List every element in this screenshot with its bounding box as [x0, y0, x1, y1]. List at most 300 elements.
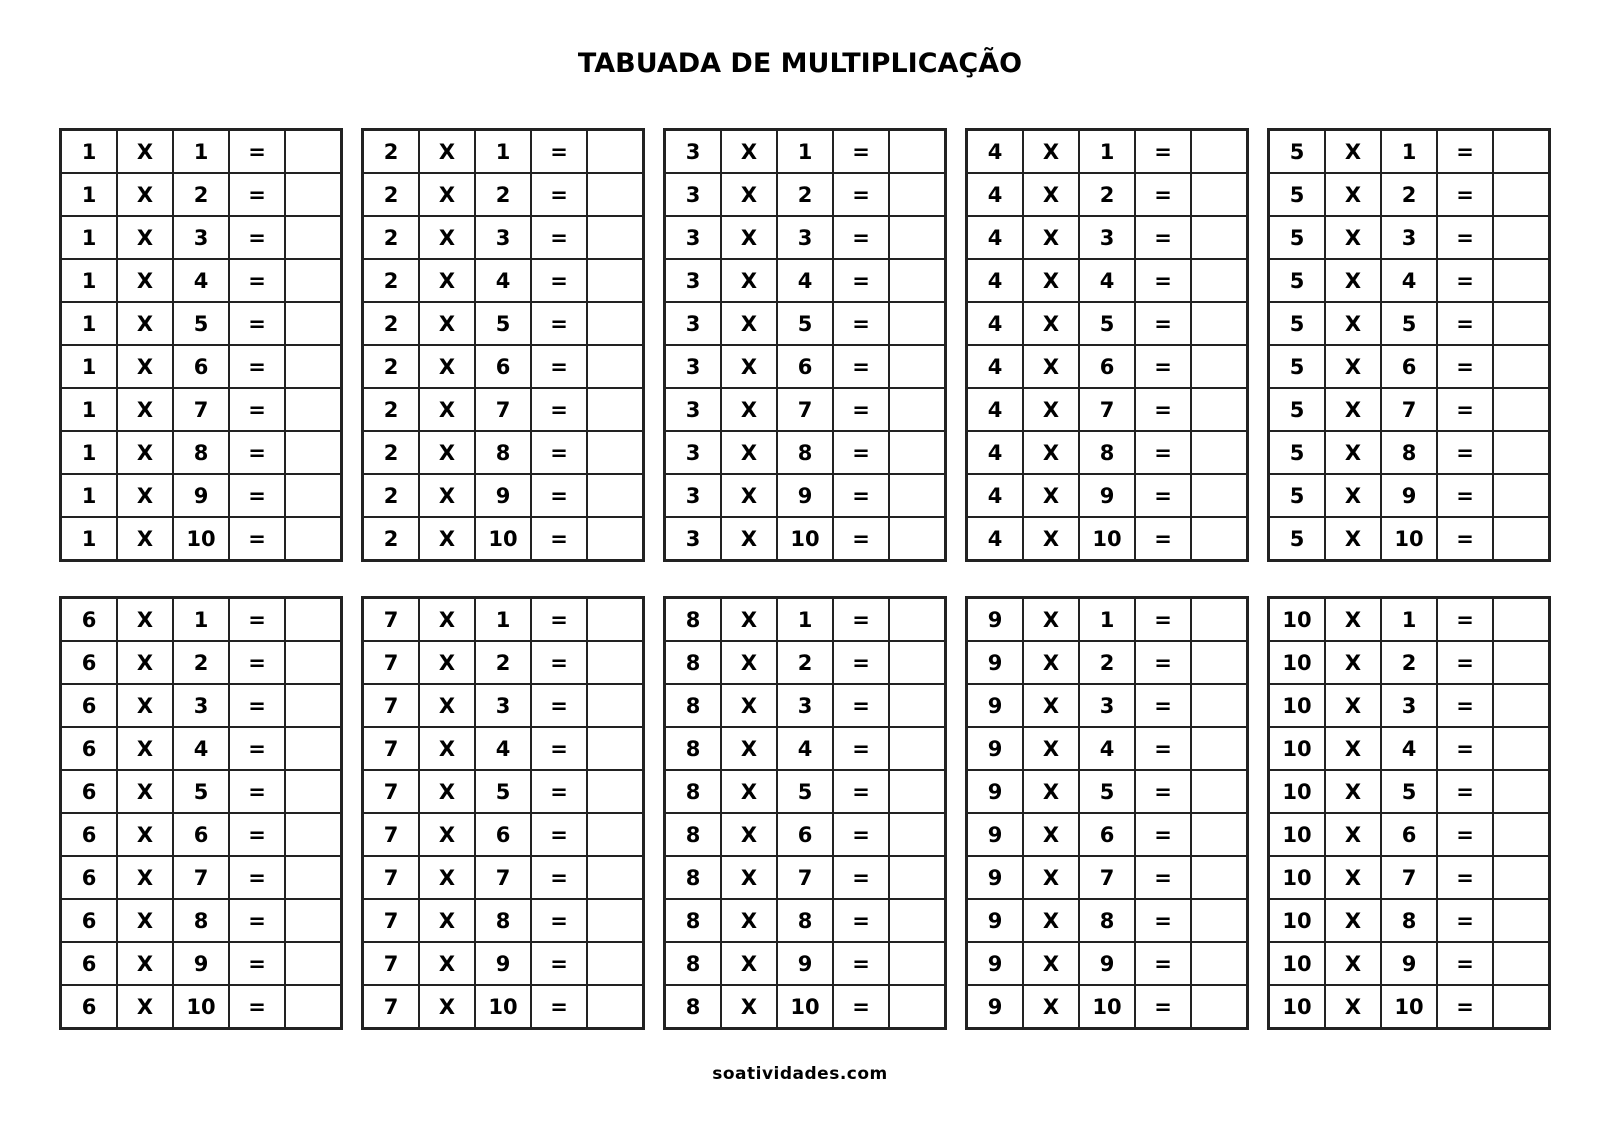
- operator-cell: X: [1325, 474, 1381, 517]
- answer-cell[interactable]: [889, 216, 946, 259]
- answer-cell[interactable]: [587, 345, 644, 388]
- answer-cell[interactable]: [587, 899, 644, 942]
- answer-cell[interactable]: [1191, 431, 1248, 474]
- answer-cell[interactable]: [587, 598, 644, 642]
- answer-cell[interactable]: [285, 899, 342, 942]
- multiplier-cell: 7: [777, 856, 833, 899]
- operator-cell: X: [1325, 259, 1381, 302]
- answer-cell[interactable]: [889, 302, 946, 345]
- table-row: [665, 985, 946, 1029]
- table-row: [1269, 770, 1550, 813]
- equals-cell: =: [833, 985, 889, 1029]
- table-row: [61, 770, 342, 813]
- operator-cell: X: [1325, 517, 1381, 561]
- answer-cell[interactable]: [889, 641, 946, 684]
- answer-cell[interactable]: [889, 173, 946, 216]
- multiplier-cell: 2: [173, 641, 229, 684]
- equals-cell: =: [1135, 770, 1191, 813]
- operator-cell: X: [419, 173, 475, 216]
- multiplicand-cell: 7: [363, 942, 420, 985]
- multiplier-cell: 1: [777, 598, 833, 642]
- operator-cell: X: [1023, 770, 1079, 813]
- answer-cell[interactable]: [587, 856, 644, 899]
- operator-cell: X: [1325, 173, 1381, 216]
- equals-cell: =: [229, 431, 285, 474]
- answer-cell[interactable]: [285, 684, 342, 727]
- multiplicand-cell: 10: [1269, 727, 1326, 770]
- answer-cell[interactable]: [1191, 813, 1248, 856]
- answer-cell[interactable]: [889, 813, 946, 856]
- answer-cell[interactable]: [587, 942, 644, 985]
- multiplicand-cell: 6: [61, 770, 118, 813]
- multiplicand-cell: 8: [665, 770, 722, 813]
- equals-cell: =: [531, 431, 587, 474]
- answer-cell[interactable]: [889, 517, 946, 561]
- answer-cell[interactable]: [285, 388, 342, 431]
- answer-cell[interactable]: [1191, 474, 1248, 517]
- answer-cell[interactable]: [889, 474, 946, 517]
- answer-cell[interactable]: [1191, 641, 1248, 684]
- operator-cell: X: [419, 130, 475, 174]
- table-row: [363, 598, 644, 642]
- operator-cell: X: [1023, 985, 1079, 1029]
- multiplicand-cell: 2: [363, 345, 420, 388]
- multiplier-cell: 7: [777, 388, 833, 431]
- operator-cell: X: [1325, 345, 1381, 388]
- multiplicand-cell: 6: [61, 641, 118, 684]
- answer-cell[interactable]: [587, 474, 644, 517]
- equals-cell: =: [1135, 388, 1191, 431]
- table-row: [967, 942, 1248, 985]
- equals-cell: =: [1135, 259, 1191, 302]
- multiplicand-cell: 7: [363, 856, 420, 899]
- answer-cell[interactable]: [587, 302, 644, 345]
- answer-cell[interactable]: [1493, 517, 1550, 561]
- answer-cell[interactable]: [285, 130, 342, 174]
- operator-cell: X: [721, 345, 777, 388]
- table-row: [967, 598, 1248, 642]
- answer-cell[interactable]: [889, 345, 946, 388]
- multiplier-cell: 2: [777, 641, 833, 684]
- answer-cell[interactable]: [587, 259, 644, 302]
- answer-cell[interactable]: [587, 130, 644, 174]
- equals-cell: =: [833, 813, 889, 856]
- answer-cell[interactable]: [1191, 388, 1248, 431]
- answer-cell[interactable]: [285, 216, 342, 259]
- operator-cell: X: [117, 684, 173, 727]
- operator-cell: X: [1325, 388, 1381, 431]
- multiplier-cell: 3: [1381, 684, 1437, 727]
- multiplicand-cell: 2: [363, 474, 420, 517]
- equals-cell: =: [229, 856, 285, 899]
- table-row: [967, 641, 1248, 684]
- operator-cell: X: [117, 130, 173, 174]
- table-row: [967, 856, 1248, 899]
- multiplier-cell: 2: [1381, 173, 1437, 216]
- equals-cell: =: [1135, 598, 1191, 642]
- operator-cell: X: [1325, 130, 1381, 174]
- equals-cell: =: [229, 388, 285, 431]
- equals-cell: =: [833, 727, 889, 770]
- table-row: [665, 641, 946, 684]
- answer-cell[interactable]: [1493, 598, 1550, 642]
- answer-cell[interactable]: [889, 130, 946, 174]
- multiplier-cell: 1: [173, 130, 229, 174]
- multiplier-cell: 10: [475, 985, 531, 1029]
- equals-cell: =: [531, 641, 587, 684]
- answer-cell[interactable]: [889, 684, 946, 727]
- answer-cell[interactable]: [1191, 770, 1248, 813]
- table-row: [967, 899, 1248, 942]
- table-row: [665, 130, 946, 174]
- multiplicand-cell: 3: [665, 173, 722, 216]
- table-row: [363, 899, 644, 942]
- operator-cell: X: [1325, 598, 1381, 642]
- answer-cell[interactable]: [1493, 727, 1550, 770]
- answer-cell[interactable]: [889, 259, 946, 302]
- table-row: [61, 985, 342, 1029]
- operator-cell: X: [721, 813, 777, 856]
- multiplicand-cell: 5: [1269, 431, 1326, 474]
- table-row: [1269, 345, 1550, 388]
- multiplicand-cell: 8: [665, 684, 722, 727]
- equals-cell: =: [1437, 216, 1493, 259]
- multiplicand-cell: 5: [1269, 474, 1326, 517]
- operator-cell: X: [419, 770, 475, 813]
- equals-cell: =: [1437, 130, 1493, 174]
- answer-cell[interactable]: [889, 770, 946, 813]
- equals-cell: =: [531, 130, 587, 174]
- equals-cell: =: [1437, 856, 1493, 899]
- table-row: [363, 641, 644, 684]
- answer-cell[interactable]: [1493, 985, 1550, 1029]
- table-row: [363, 130, 644, 174]
- multiplier-cell: 9: [1079, 942, 1135, 985]
- answer-cell[interactable]: [285, 942, 342, 985]
- table-row: [665, 388, 946, 431]
- answer-cell[interactable]: [587, 216, 644, 259]
- operator-cell: X: [721, 388, 777, 431]
- answer-cell[interactable]: [1191, 899, 1248, 942]
- equals-cell: =: [531, 517, 587, 561]
- operator-cell: X: [721, 130, 777, 174]
- multiplicand-cell: 4: [967, 130, 1024, 174]
- operator-cell: X: [419, 641, 475, 684]
- table-row: [967, 474, 1248, 517]
- table-row: [1269, 942, 1550, 985]
- operator-cell: X: [1023, 684, 1079, 727]
- multiplier-cell: 4: [173, 727, 229, 770]
- multiplicand-cell: 1: [61, 345, 118, 388]
- answer-cell[interactable]: [587, 641, 644, 684]
- operator-cell: X: [721, 684, 777, 727]
- answer-cell[interactable]: [1493, 216, 1550, 259]
- answer-cell[interactable]: [587, 727, 644, 770]
- table-row: [363, 727, 644, 770]
- table-row: [1269, 684, 1550, 727]
- table-row: [363, 770, 644, 813]
- answer-cell[interactable]: [1493, 173, 1550, 216]
- equals-cell: =: [531, 770, 587, 813]
- multiplier-cell: 3: [1079, 216, 1135, 259]
- operator-cell: X: [1325, 899, 1381, 942]
- table-row: [967, 684, 1248, 727]
- operator-cell: X: [721, 302, 777, 345]
- answer-cell[interactable]: [889, 727, 946, 770]
- answer-cell[interactable]: [1191, 598, 1248, 642]
- answer-cell[interactable]: [1493, 302, 1550, 345]
- multiplicand-cell: 7: [363, 641, 420, 684]
- operator-cell: X: [721, 598, 777, 642]
- multiplier-cell: 6: [1381, 345, 1437, 388]
- operator-cell: X: [721, 431, 777, 474]
- operator-cell: X: [1325, 684, 1381, 727]
- equals-cell: =: [1437, 684, 1493, 727]
- operator-cell: X: [1325, 216, 1381, 259]
- answer-cell[interactable]: [889, 985, 946, 1029]
- operator-cell: X: [419, 942, 475, 985]
- answer-cell[interactable]: [1493, 474, 1550, 517]
- answer-cell[interactable]: [1493, 770, 1550, 813]
- equals-cell: =: [531, 727, 587, 770]
- answer-cell[interactable]: [1493, 431, 1550, 474]
- answer-cell[interactable]: [1493, 641, 1550, 684]
- answer-cell[interactable]: [889, 899, 946, 942]
- multiplicand-cell: 3: [665, 216, 722, 259]
- answer-cell[interactable]: [1191, 345, 1248, 388]
- answer-cell[interactable]: [587, 813, 644, 856]
- multiplier-cell: 1: [777, 130, 833, 174]
- table-row: [363, 474, 644, 517]
- answer-cell[interactable]: [1191, 985, 1248, 1029]
- equals-cell: =: [1437, 813, 1493, 856]
- table-row: [967, 431, 1248, 474]
- equals-cell: =: [531, 813, 587, 856]
- table-row: [61, 813, 342, 856]
- answer-cell[interactable]: [285, 302, 342, 345]
- equals-cell: =: [1135, 727, 1191, 770]
- answer-cell[interactable]: [1493, 259, 1550, 302]
- table-row: [363, 259, 644, 302]
- multiplicand-cell: 5: [1269, 388, 1326, 431]
- table-row: [665, 345, 946, 388]
- multiplicand-cell: 4: [967, 259, 1024, 302]
- table-row: [1269, 173, 1550, 216]
- operator-cell: X: [721, 985, 777, 1029]
- operator-cell: X: [117, 727, 173, 770]
- answer-cell[interactable]: [587, 770, 644, 813]
- operator-cell: X: [419, 856, 475, 899]
- multiplier-cell: 10: [1381, 517, 1437, 561]
- answer-cell[interactable]: [1191, 517, 1248, 561]
- answer-cell[interactable]: [285, 345, 342, 388]
- answer-cell[interactable]: [1493, 130, 1550, 174]
- answer-cell[interactable]: [1191, 856, 1248, 899]
- equals-cell: =: [531, 345, 587, 388]
- operator-cell: X: [721, 474, 777, 517]
- answer-cell[interactable]: [587, 388, 644, 431]
- answer-cell[interactable]: [285, 173, 342, 216]
- table-row: [665, 684, 946, 727]
- answer-cell[interactable]: [1191, 173, 1248, 216]
- answer-cell[interactable]: [285, 517, 342, 561]
- table-row: [363, 813, 644, 856]
- answer-cell[interactable]: [889, 856, 946, 899]
- answer-cell[interactable]: [1191, 130, 1248, 174]
- multiplicand-cell: 9: [967, 770, 1024, 813]
- answer-cell[interactable]: [285, 474, 342, 517]
- equals-cell: =: [1135, 216, 1191, 259]
- answer-cell[interactable]: [587, 517, 644, 561]
- table-row: [665, 517, 946, 561]
- equals-cell: =: [1437, 942, 1493, 985]
- answer-cell[interactable]: [1191, 684, 1248, 727]
- multiplicand-cell: 5: [1269, 130, 1326, 174]
- multiplier-cell: 2: [1381, 641, 1437, 684]
- table-row: [1269, 431, 1550, 474]
- operator-cell: X: [419, 598, 475, 642]
- table-row: [665, 259, 946, 302]
- operator-cell: X: [419, 474, 475, 517]
- equals-cell: =: [833, 899, 889, 942]
- answer-cell[interactable]: [285, 813, 342, 856]
- operator-cell: X: [721, 899, 777, 942]
- multiplicand-cell: 1: [61, 431, 118, 474]
- multiplicand-cell: 9: [967, 899, 1024, 942]
- equals-cell: =: [1437, 899, 1493, 942]
- answer-cell[interactable]: [889, 942, 946, 985]
- multiplier-cell: 7: [475, 388, 531, 431]
- equals-cell: =: [833, 431, 889, 474]
- operator-cell: X: [419, 985, 475, 1029]
- table-row: [363, 216, 644, 259]
- answer-cell[interactable]: [587, 431, 644, 474]
- answer-cell[interactable]: [1493, 813, 1550, 856]
- answer-cell[interactable]: [1191, 216, 1248, 259]
- answer-cell[interactable]: [587, 985, 644, 1029]
- table-row: [1269, 216, 1550, 259]
- multiplication-table-1: [59, 128, 343, 562]
- answer-cell[interactable]: [285, 431, 342, 474]
- table-row: [967, 517, 1248, 561]
- multiplier-cell: 10: [1079, 517, 1135, 561]
- answer-cell[interactable]: [285, 598, 342, 642]
- answer-cell[interactable]: [889, 388, 946, 431]
- multiplier-cell: 10: [475, 517, 531, 561]
- equals-cell: =: [531, 173, 587, 216]
- answer-cell[interactable]: [1493, 345, 1550, 388]
- equals-cell: =: [531, 474, 587, 517]
- multiplier-cell: 3: [173, 684, 229, 727]
- multiplicand-cell: 10: [1269, 899, 1326, 942]
- multiplication-table-8: [663, 596, 947, 1030]
- answer-cell[interactable]: [1191, 302, 1248, 345]
- answer-cell[interactable]: [1493, 388, 1550, 431]
- answer-cell[interactable]: [1493, 942, 1550, 985]
- multiplicand-cell: 3: [665, 302, 722, 345]
- operator-cell: X: [1023, 727, 1079, 770]
- operator-cell: X: [117, 431, 173, 474]
- multiplier-cell: 3: [777, 216, 833, 259]
- answer-cell[interactable]: [587, 684, 644, 727]
- answer-cell[interactable]: [285, 770, 342, 813]
- answer-cell[interactable]: [1191, 259, 1248, 302]
- multiplicand-cell: 5: [1269, 345, 1326, 388]
- multiplicand-cell: 7: [363, 727, 420, 770]
- equals-cell: =: [229, 474, 285, 517]
- equals-cell: =: [531, 216, 587, 259]
- multiplier-cell: 5: [777, 770, 833, 813]
- multiplicand-cell: 2: [363, 259, 420, 302]
- multiplier-cell: 7: [1079, 388, 1135, 431]
- table-row: [1269, 856, 1550, 899]
- equals-cell: =: [1135, 985, 1191, 1029]
- operator-cell: X: [1023, 517, 1079, 561]
- table-row: [363, 302, 644, 345]
- table-row: [665, 813, 946, 856]
- multiplier-cell: 2: [1079, 173, 1135, 216]
- multiplicand-cell: 6: [61, 727, 118, 770]
- multiplier-cell: 6: [777, 813, 833, 856]
- equals-cell: =: [229, 259, 285, 302]
- answer-cell[interactable]: [285, 259, 342, 302]
- multiplication-table-7: [361, 596, 645, 1030]
- answer-cell[interactable]: [1191, 942, 1248, 985]
- multiplier-cell: 3: [475, 216, 531, 259]
- operator-cell: X: [117, 770, 173, 813]
- answer-cell[interactable]: [1493, 684, 1550, 727]
- answer-cell[interactable]: [889, 431, 946, 474]
- answer-cell[interactable]: [285, 856, 342, 899]
- table-row: [665, 942, 946, 985]
- operator-cell: X: [1023, 130, 1079, 174]
- table-row: [61, 259, 342, 302]
- site-footer: soatividades.com: [712, 1064, 888, 1084]
- multiplier-cell: 10: [173, 985, 229, 1029]
- answer-cell[interactable]: [587, 173, 644, 216]
- multiplicand-cell: 2: [363, 431, 420, 474]
- operator-cell: X: [419, 388, 475, 431]
- multiplicand-cell: 7: [363, 770, 420, 813]
- answer-cell[interactable]: [889, 598, 946, 642]
- operator-cell: X: [117, 598, 173, 642]
- multiplier-cell: 10: [1079, 985, 1135, 1029]
- multiplier-cell: 8: [777, 431, 833, 474]
- table-row: [1269, 899, 1550, 942]
- table-row: [363, 684, 644, 727]
- multiplicand-cell: 9: [967, 942, 1024, 985]
- answer-cell[interactable]: [285, 985, 342, 1029]
- operator-cell: X: [117, 985, 173, 1029]
- multiplicand-cell: 3: [665, 345, 722, 388]
- multiplier-cell: 4: [1381, 727, 1437, 770]
- table-row: [61, 517, 342, 561]
- answer-cell[interactable]: [285, 641, 342, 684]
- answer-cell[interactable]: [285, 727, 342, 770]
- equals-cell: =: [1437, 517, 1493, 561]
- equals-cell: =: [531, 598, 587, 642]
- answer-cell[interactable]: [1493, 856, 1550, 899]
- answer-cell[interactable]: [1493, 899, 1550, 942]
- operator-cell: X: [419, 259, 475, 302]
- equals-cell: =: [833, 474, 889, 517]
- equals-cell: =: [1135, 899, 1191, 942]
- multiplier-cell: 2: [475, 641, 531, 684]
- answer-cell[interactable]: [1191, 727, 1248, 770]
- multiplier-cell: 9: [777, 942, 833, 985]
- equals-cell: =: [1135, 302, 1191, 345]
- operator-cell: X: [721, 942, 777, 985]
